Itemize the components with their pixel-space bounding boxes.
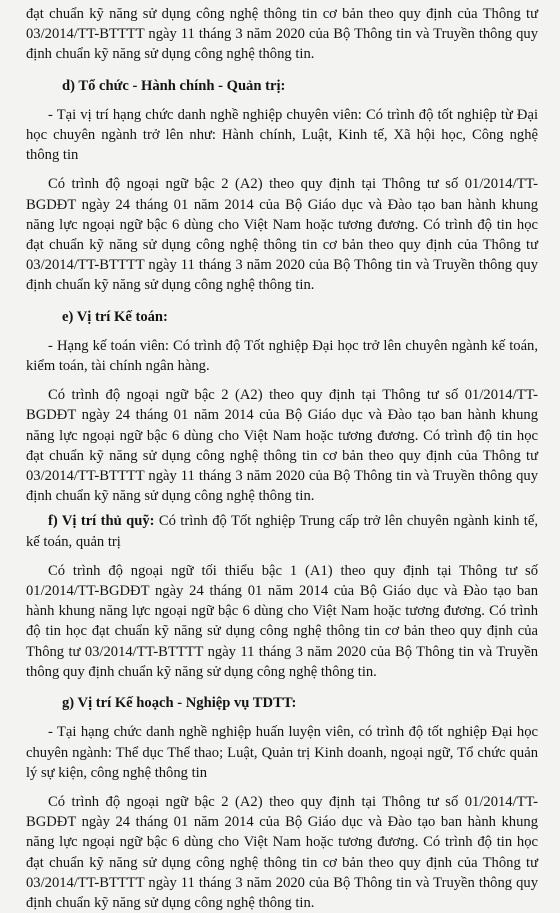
paragraph-thu-quy-requirement: Có trình độ Tốt nghiệp Trung cấp trở lên chuyên ngành kinh tế, kế toán, quản trị — [26, 513, 538, 550]
paragraph-to-chuc-requirement: - Tại vị trí hạng chức danh nghề nghiệp chuyên viên: Có trình độ tốt nghiệp từ Đại học chuyên ngành trở lên như: Hành chính, Luật, Kinh tế, Xã hội học, Công nghệ thông tin — [26, 106, 538, 164]
section-heading-to-chuc-hanh-chinh: d) Tổ chức - Hành chính - Quản trị: — [62, 77, 286, 94]
paragraph-ke-toan-language: Có trình độ ngoại ngữ bậc 2 (A2) theo quy định tại Thông tư số 01/2014/TT-BGDĐT ngày 24 tháng 01 năm 2014 của Bộ Giáo dục và Đào tạo ban hành khung năng lực ngoại ngữ bậc 6 dùng cho Việt Nam hoặc tương đương. Có trình độ tin học đạt chuẩn kỹ năng sử dụng công nghệ thông tin cơ bản theo quy định của Thông tư 03/2014/TT-BTTTT ngày 11 tháng 3 năm 2020 của Bộ Thông tin và Truyền thông quy định chuẩn kỹ năng sử dụng công nghệ thông tin. — [26, 387, 538, 505]
paragraph-thu-quy — [26, 511, 538, 551]
section-heading-ke-hoach-tdtt: g) Vị trí Kế hoạch - Nghiệp vụ TDTT: — [62, 695, 297, 712]
paragraph-ke-hoach-language: Có trình độ ngoại ngữ bậc 2 (A2) theo quy định tại Thông tư số 01/2014/TT-BGDĐT ngày 24 tháng 01 năm 2014 của Bộ Giáo dục và Đào tạo ban hành khung năng lực ngoại ngữ bậc 6 dùng cho Việt Nam hoặc tương đương. Có trình độ tin học đạt chuẩn kỹ năng sử dụng công nghệ thông tin cơ bản theo quy định của Thông tư 03/2014/TT-BTTTT ngày 11 tháng 3 năm 2020 của Bộ Thông tin và Truyền thông quy định chuẩn kỹ năng sử dụng công nghệ thông tin. — [26, 793, 538, 911]
section-heading-ke-toan: e) Vị trí Kế toán: — [62, 308, 168, 325]
paragraph-to-chuc-language: Có trình độ ngoại ngữ bậc 2 (A2) theo quy định tại Thông tư số 01/2014/TT-BGDĐT ngày 24 tháng 01 năm 2014 của Bộ Giáo dục và Đào tạo ban hành khung năng lực ngoại ngữ bậc 6 dùng cho Việt Nam hoặc tương đương. Có trình độ tin học đạt chuẩn kỹ năng sử dụng công nghệ thông tin cơ bản theo quy định của Thông tư 03/2014/TT-BTTTT ngày 11 tháng 3 năm 2020 của Bộ Thông tin và Truyền thông quy định chuẩn kỹ năng sử dụng công nghệ thông tin. — [26, 176, 538, 294]
paragraph-intro-continuation: đạt chuẩn kỹ năng sử dụng công nghệ thông tin cơ bản theo quy định của Thông tư 03/2014/TT-BTTTT ngày 11 tháng 3 năm 2020 của Bộ Thông tin và Truyền thông quy định chuẩn kỹ năng sử dụng công nghệ thông tin. — [26, 6, 538, 63]
paragraph-ke-toan-requirement: - Hạng kế toán viên: Có trình độ Tốt nghiệp Đại học trở lên chuyên ngành kế toán, kiểm toán, tài chính ngân hàng. — [26, 337, 538, 375]
section-heading-thu-quy: f) Vị trí thủ quỹ: — [48, 513, 155, 530]
paragraph-thu-quy-language: Có trình độ ngoại ngữ tối thiểu bậc 1 (A1) theo quy định tại Thông tư số 01/2014/TT-BGDĐT ngày 24 tháng 01 năm 2014 của Bộ Giáo dục và Đào tạo ban hành khung năng lực ngoại ngữ bậc 6 dùng cho Việt Nam hoặc tương đương. Có trình độ tin học đạt chuẩn kỹ năng sử dụng công nghệ thông tin cơ bản theo quy định của Thông tư 03/2014/TT-BTTTT ngày 11 tháng 3 năm 2020 của Bộ Thông tin và Truyền thông quy định chuẩn kỹ năng sử dụng công nghệ thông tin. — [26, 562, 538, 680]
paragraph-ke-hoach-requirement: - Tại hạng chức danh nghề nghiệp huấn luyện viên, có trình độ tốt nghiệp Đại học chuyên ngành: Thể dục Thể thao; Luật, Quản trị Kinh doanh, ngoại ngữ, Tổ chức quản lý sự kiện, công nghệ thông tin — [26, 724, 538, 781]
